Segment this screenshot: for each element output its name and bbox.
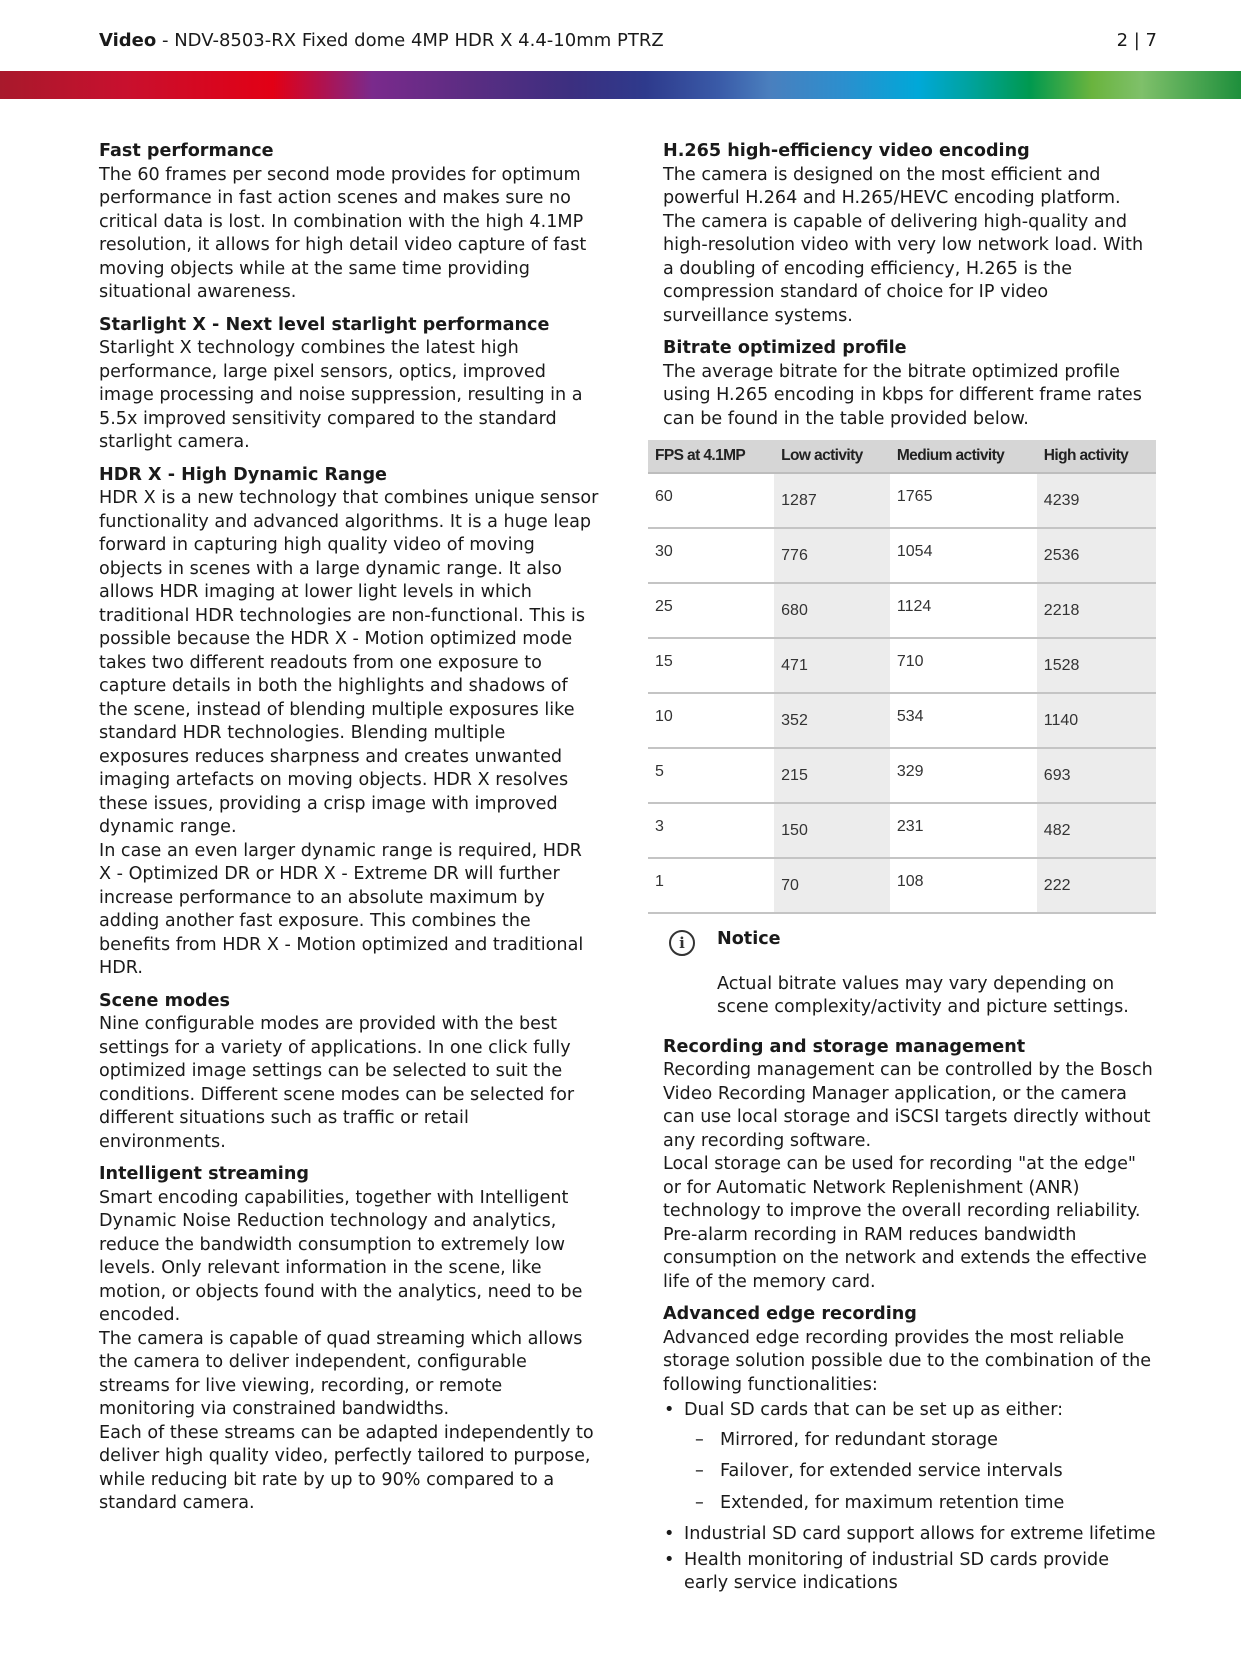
notice-box (663, 928, 1158, 1020)
table-cell: 108 (890, 858, 1037, 913)
list-item: • Industrial SD card support allows for extreme lifetime (663, 1523, 1158, 1547)
document-title: - NDV-8503-RX Fixed dome 4MP HDR X 4.4-10mm PTRZ (156, 30, 664, 51)
section-fast-performance (99, 140, 599, 305)
section-body: Local storage can be used for recording "at the edge" or for Automatic Network Replenishment (ANR) technology to improve the overall recording reliability. Pre-alarm recording in RAM reduces bandwidth consumption on the network and extends the effective life of the memory card. (663, 1154, 1147, 1292)
table-cell: 710 (890, 638, 1037, 693)
sub-list-item: – Mirrored, for redundant storage (684, 1429, 1158, 1453)
table-row (648, 803, 1156, 858)
table-cell: 25 (648, 583, 774, 638)
table-cell: 4239 (1037, 473, 1156, 528)
sub-list (684, 1429, 1158, 1516)
sub-list-item: – Extended, for maximum retention time (684, 1492, 1158, 1516)
table-cell: 693 (1037, 748, 1156, 803)
table-cell: 10 (648, 693, 774, 748)
page-header (99, 28, 1157, 54)
section-body: Starlight X technology combines the latest high performance, large pixel sensors, optics, improved image processing and noise suppression, resulting in a 5.5x improved sensitivity compared to the standard starlight camera. (99, 338, 583, 452)
section-heading: Starlight X - Next level starlight performance (99, 314, 550, 335)
table-cell: 15 (648, 638, 774, 693)
brand-color-band (0, 71, 1241, 99)
table-cell: 215 (774, 748, 890, 803)
page-number: 2 | 7 (1116, 30, 1157, 51)
table-row (648, 693, 1156, 748)
section-heading: H.265 high-efficiency video encoding (663, 141, 1030, 161)
table-cell: 1054 (890, 528, 1037, 583)
section-heading: HDR X - High Dynamic Range (99, 464, 387, 485)
section-heading: Bitrate optimized profile (663, 338, 907, 358)
section-heading: Recording and storage management (663, 1036, 1026, 1057)
document-category: Video (99, 30, 157, 51)
table-header-medium: Medium activity (890, 440, 1037, 473)
table-cell: 1 (648, 858, 774, 913)
table-cell: 150 (774, 803, 890, 858)
table-cell: 482 (1037, 803, 1156, 858)
section-recording-storage (663, 1036, 1158, 1295)
table-row (648, 583, 1156, 638)
section-intelligent-streaming (99, 1163, 599, 1516)
right-column (655, 140, 1158, 1605)
section-hdr (99, 464, 599, 981)
table-cell: 1124 (890, 583, 1037, 638)
notice-body: Actual bitrate values may vary depending on scene complexity/activity and picture settings. (717, 973, 1129, 1017)
list-item: • Health monitoring of industrial SD cards provide early service indications (663, 1549, 1158, 1596)
section-body: The camera is capable of quad streaming which allows the camera to deliver independent, configurable streams for live viewing, recording, or remote monitoring via constrained bandwidths. (99, 1328, 583, 1419)
section-scene-modes (99, 990, 599, 1155)
section-body: Recording management can be controlled by the Bosch Video Recording Manager application, or the camera can use local storage and iSCSI targets directly without any recording software. (663, 1060, 1153, 1151)
section-body: The 60 frames per second mode provides for optimum performance in fast action scenes and makes sure no critical data is lost. In combination with the high 4.1MP resolution, it allows for high detail video capture of fast moving objects while at the same time providing situational awareness. (99, 164, 587, 302)
table-cell: 471 (774, 638, 890, 693)
table-cell: 1140 (1037, 693, 1156, 748)
table-cell: 231 (890, 803, 1037, 858)
left-column (99, 140, 599, 1525)
table-row (648, 858, 1156, 913)
table-header-low: Low activity (774, 440, 890, 473)
table-cell: 2218 (1037, 583, 1156, 638)
section-edge-recording (663, 1303, 1158, 1596)
sub-list-item: – Failover, for extended service intervals (684, 1460, 1158, 1484)
table-cell: 680 (774, 583, 890, 638)
table-cell: 329 (890, 748, 1037, 803)
section-bitrate-profile (663, 337, 1158, 431)
table-row (648, 638, 1156, 693)
table-cell: 776 (774, 528, 890, 583)
table-cell: 222 (1037, 858, 1156, 913)
bitrate-table (648, 440, 1156, 914)
table-cell: 1528 (1037, 638, 1156, 693)
table-row (648, 748, 1156, 803)
table-header-row (648, 440, 1156, 473)
table-cell: 352 (774, 693, 890, 748)
section-heading: Fast performance (99, 141, 274, 161)
section-body: The average bitrate for the bitrate optimized profile using H.265 encoding in kbps for different frame rates can be found in the table provided below. (663, 361, 1142, 429)
section-body: In case an even larger dynamic range is required, HDR X - Optimized DR or HDR X - Extreme DR will further increase performance to an absolute maximum by adding another fast exposure. This combines the benefits from HDR X - Motion optimized and traditional HDR. (99, 840, 584, 978)
table-cell: 5 (648, 748, 774, 803)
section-body: The camera is designed on the most efficient and powerful H.264 and H.265/HEVC encoding platform. The camera is capable of delivering high-quality and high-resolution video with very low network load. With a doubling of encoding efficiency, H.265 is the compression standard of choice for IP video surveillance systems. (663, 164, 1144, 326)
section-heading: Intelligent streaming (99, 1164, 309, 1184)
table-cell: 30 (648, 528, 774, 583)
notice-title: Notice (717, 929, 781, 949)
section-body: Each of these streams can be adapted independently to deliver high quality video, perfectly tailored to purpose, while reducing bit rate by up to 90% compared to a standard camera. (99, 1422, 594, 1513)
table-cell: 2536 (1037, 528, 1156, 583)
table-header-high: High activity (1037, 440, 1156, 473)
section-body: Advanced edge recording provides the most reliable storage solution possible due to the combination of the following functionalities: (663, 1327, 1152, 1395)
feature-list (663, 1399, 1158, 1596)
section-starlight (99, 314, 599, 455)
table-cell: 70 (774, 858, 890, 913)
section-heading: Advanced edge recording (663, 1304, 917, 1324)
info-icon: i (669, 930, 695, 956)
table-cell: 534 (890, 693, 1037, 748)
section-body: HDR X is a new technology that combines unique sensor functionality and advanced algorithms. It is a huge leap forward in capturing high quality video of moving objects in scenes with a large dynamic range. It also allows HDR imaging at lower light levels in which traditional HDR technologies are non-functional. This is possible because the HDR X - Motion optimized mode takes two different readouts from one exposure to capture details in both the highlights and shadows of the scene, instead of blending multiple exposures like standard HDR technologies. Blending multiple exposures reduces sharpness and creates unwanted imaging artefacts on moving objects. HDR X resolves these issues, providing a crisp image with improved dynamic range. (99, 488, 599, 837)
table-row (648, 473, 1156, 528)
table-row (648, 528, 1156, 583)
table-cell: 1765 (890, 473, 1037, 528)
list-item-text: Dual SD cards that can be set up as either: (684, 1400, 1064, 1420)
section-body: Nine configurable modes are provided with the best settings for a variety of applications. In one click fully optimized image settings can be selected to suit the conditions. Different scene modes can be selected for different situations such as traffic or retail environments. (99, 1014, 575, 1152)
section-h265 (663, 140, 1158, 328)
table-cell: 3 (648, 803, 774, 858)
section-heading: Scene modes (99, 990, 231, 1011)
list-item (663, 1399, 1158, 1515)
section-body: Smart encoding capabilities, together with Intelligent Dynamic Noise Reduction technology and analytics, reduce the bandwidth consumption to extremely low levels. Only relevant information in the scene, like motion, or objects found with the analytics, need to be encoded. (99, 1187, 583, 1325)
table-cell: 1287 (774, 473, 890, 528)
table-header-fps: FPS at 4.1MP (648, 440, 774, 473)
table-cell: 60 (648, 473, 774, 528)
